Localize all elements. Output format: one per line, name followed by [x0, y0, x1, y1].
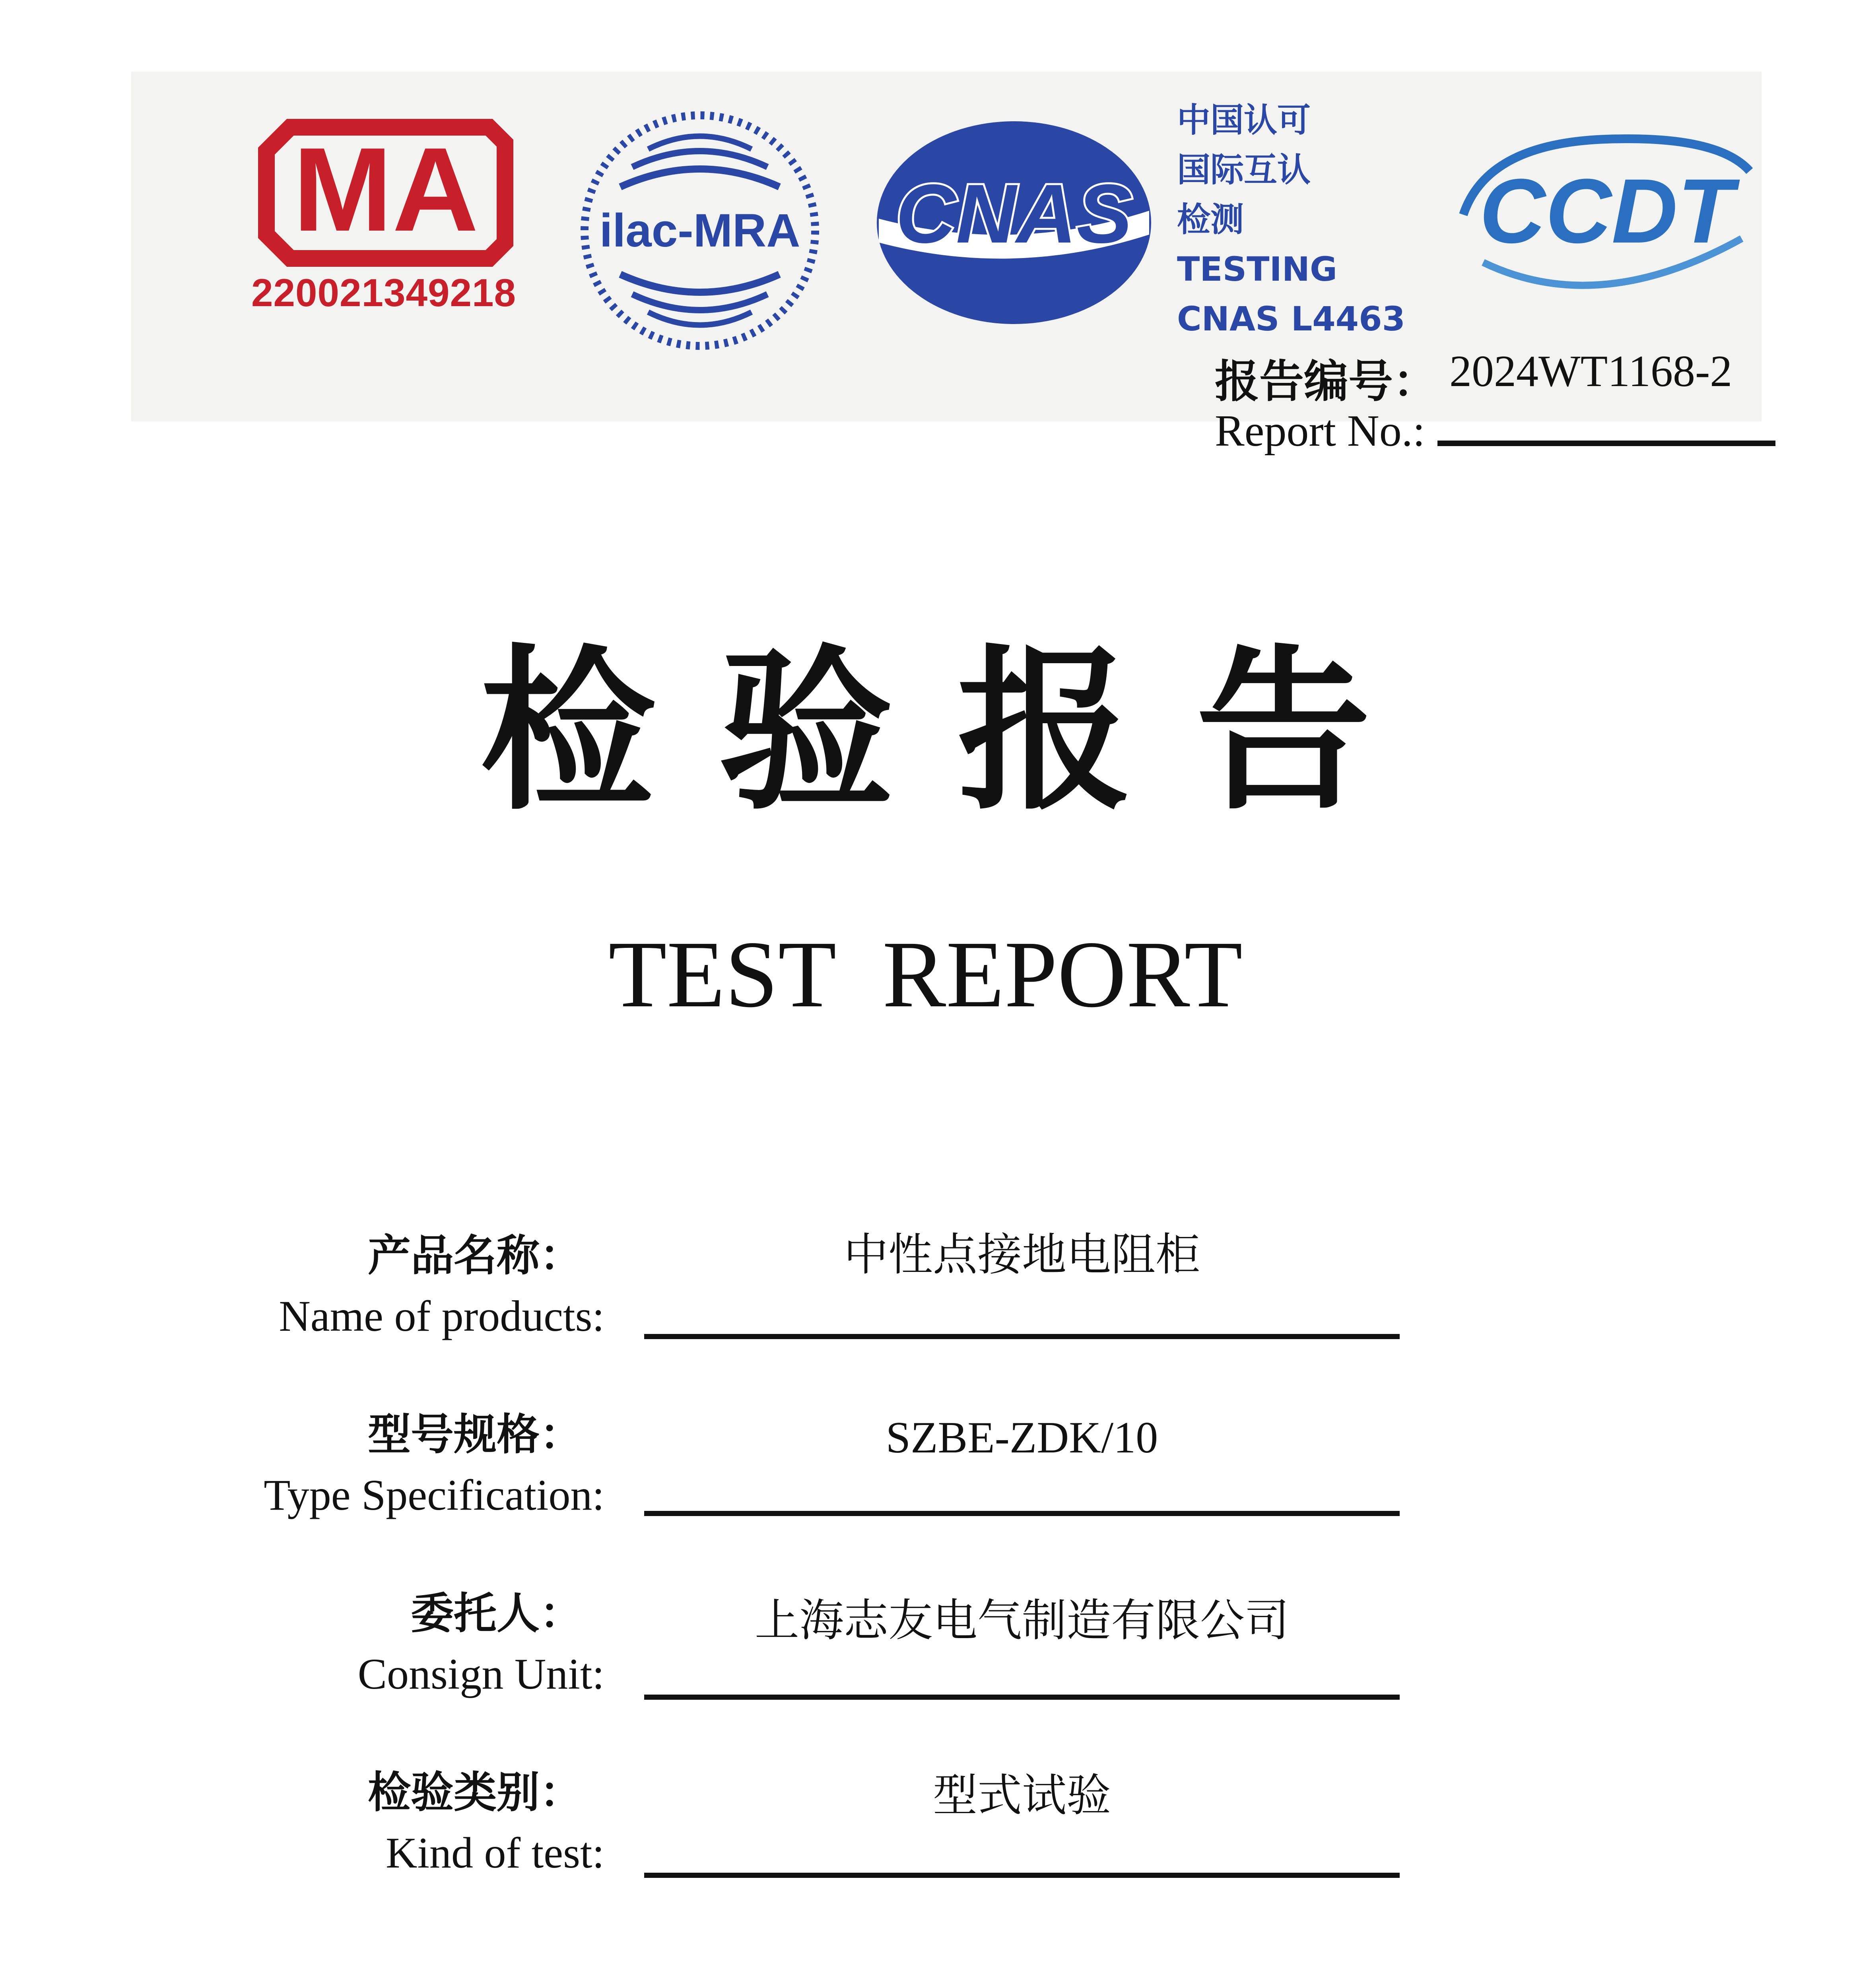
- field-label-en: Type Specification:: [264, 1471, 604, 1519]
- field-label-cn: 委托人：: [410, 1589, 583, 1639]
- field-label-cn: 产品名称：: [367, 1231, 583, 1281]
- cnas-caption-line: 检测: [1177, 200, 1244, 239]
- field-label-en: Name of products:: [279, 1292, 604, 1340]
- field-value-product-name: 中性点接地电阻柜: [844, 1229, 1200, 1281]
- cnas-logo: [871, 111, 1157, 334]
- cnas-caption-line: 中国认可: [1177, 101, 1311, 140]
- report-no-underline: [1437, 441, 1775, 446]
- ccdt-logo-text: CCDT: [1479, 160, 1734, 262]
- cnas-caption-line: CNAS L4463: [1177, 299, 1406, 338]
- title-cn: 检验报告: [480, 630, 1435, 833]
- report-no-value: 2024WT1168-2: [1449, 347, 1733, 396]
- cnas-logo-text: CNAS: [895, 167, 1132, 260]
- field-label-en: Consign Unit:: [357, 1650, 604, 1698]
- field-value-type-spec: SZBE-ZDK/10: [886, 1413, 1158, 1462]
- report-no-label-cn: 报告编号：: [1215, 356, 1437, 408]
- field-label-en: Kind of test:: [386, 1829, 604, 1877]
- report-no-label-en: Report No.:: [1215, 406, 1425, 456]
- field-underline: [644, 1873, 1400, 1878]
- cnas-caption: [1177, 95, 1431, 344]
- cma-number: 220021349218: [251, 271, 517, 315]
- field-underline: [644, 1695, 1400, 1700]
- field-underline: [644, 1511, 1400, 1516]
- field-label-cn: 型号规格：: [367, 1410, 583, 1460]
- field-underline: [644, 1334, 1400, 1339]
- cnas-caption-line: TESTING: [1177, 250, 1337, 289]
- field-value-consign-unit: 上海志友电气制造有限公司: [755, 1595, 1289, 1646]
- ccdt-logo: [1439, 111, 1766, 326]
- field-label-cn: 检验类别：: [367, 1768, 583, 1817]
- ma-logo-text: MA: [293, 122, 479, 256]
- field-value-kind-of-test: 型式试验: [933, 1770, 1111, 1821]
- title-en: TEST REPORT: [608, 921, 1243, 1027]
- ilac-mra-logo: [573, 103, 827, 358]
- cnas-caption-line: 国际互认: [1177, 150, 1311, 189]
- ilac-logo-text: ilac-MRA: [599, 204, 800, 257]
